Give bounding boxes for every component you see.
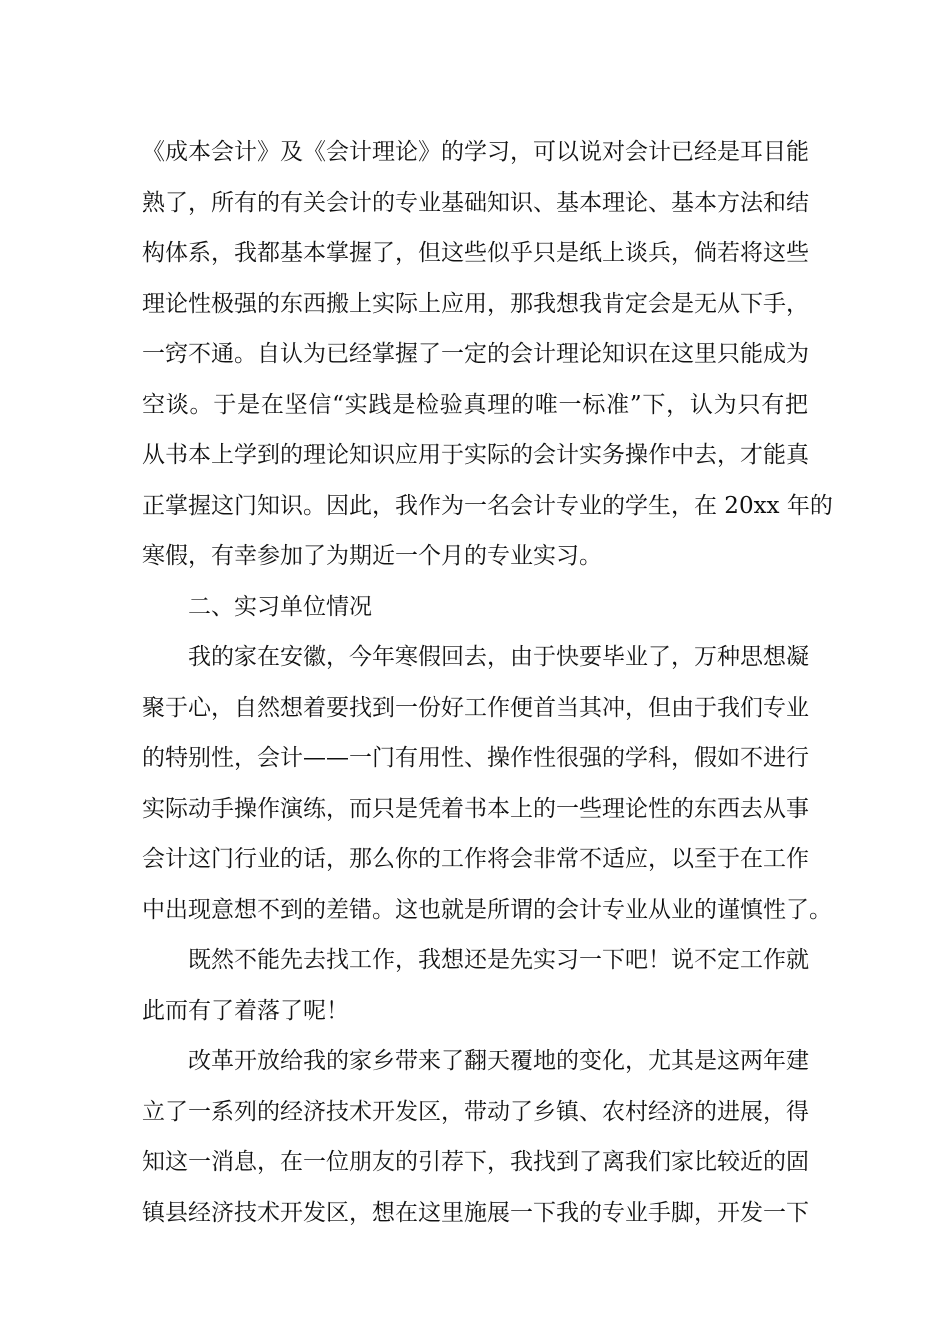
text-line: 立了一系列的经济技术开发区，带动了乡镇、农村经济的进展，得 <box>142 1098 809 1125</box>
text-line: 会计这门行业的话，那么你的工作将会非常不适应，以至于在工作 <box>142 846 809 872</box>
text-line: 空谈。于是在坚信“实践是检验真理的唯一标准”下，认为只有把 <box>142 391 808 418</box>
text-line: 既然不能先去找工作，我想还是先实习一下吧！说不定工作就 <box>188 947 809 973</box>
text-line: 从书本上学到的理论知识应用于实际的会计实务操作中去，才能真 <box>142 442 809 468</box>
text-line: 中出现意想不到的差错。这也就是所谓的会计专业从业的谨慎性了。 <box>142 896 832 923</box>
text-line: 改革开放给我的家乡带来了翻天覆地的变化，尤其是这两年建 <box>188 1048 809 1074</box>
text-line: 知这一消息，在一位朋友的引荐下，我找到了离我们家比较近的固 <box>142 1149 809 1175</box>
text-line: 实际动手操作演练，而只是凭着书本上的一些理论性的东西去从事 <box>142 795 809 822</box>
text-line: 此而有了着落了呢！ <box>142 997 349 1024</box>
text-line: 理论性极强的东西搬上实际上应用，那我想我肯定会是无从下手， <box>142 290 809 317</box>
document-body <box>142 127 833 1238</box>
text-line: 的特别性，会计——一门有用性、操作性很强的学科，假如不进行 <box>142 745 809 771</box>
text-line: 熟了，所有的有关会计的专业基础知识、基本理论、基本方法和结 <box>142 189 809 216</box>
text-line: 我的家在安徽，今年寒假回去，由于快要毕业了，万种思想凝 <box>188 644 809 670</box>
text-line: 聚于心，自然想着要找到一份好工作便首当其冲，但由于我们专业 <box>142 694 809 721</box>
text-line: 一窍不通。自认为已经掌握了一定的会计理论知识在这里只能成为 <box>142 341 809 367</box>
text-line: 正掌握这门知识。因此，我作为一名会计专业的学生，在 20xx 年的 <box>142 492 833 519</box>
text-line: 寒假，有幸参加了为期近一个月的专业实习。 <box>142 543 602 569</box>
section-heading: 二、实习单位情况 <box>188 593 372 620</box>
text-line: 镇县经济技术开发区，想在这里施展一下我的专业手脚，开发一下 <box>142 1199 809 1226</box>
text-line: 构体系，我都基本掌握了，但这些似乎只是纸上谈兵，倘若将这些 <box>142 240 809 266</box>
text-line: 《成本会计》及《会计理论》的学习，可以说对会计已经是耳目能 <box>142 139 809 165</box>
